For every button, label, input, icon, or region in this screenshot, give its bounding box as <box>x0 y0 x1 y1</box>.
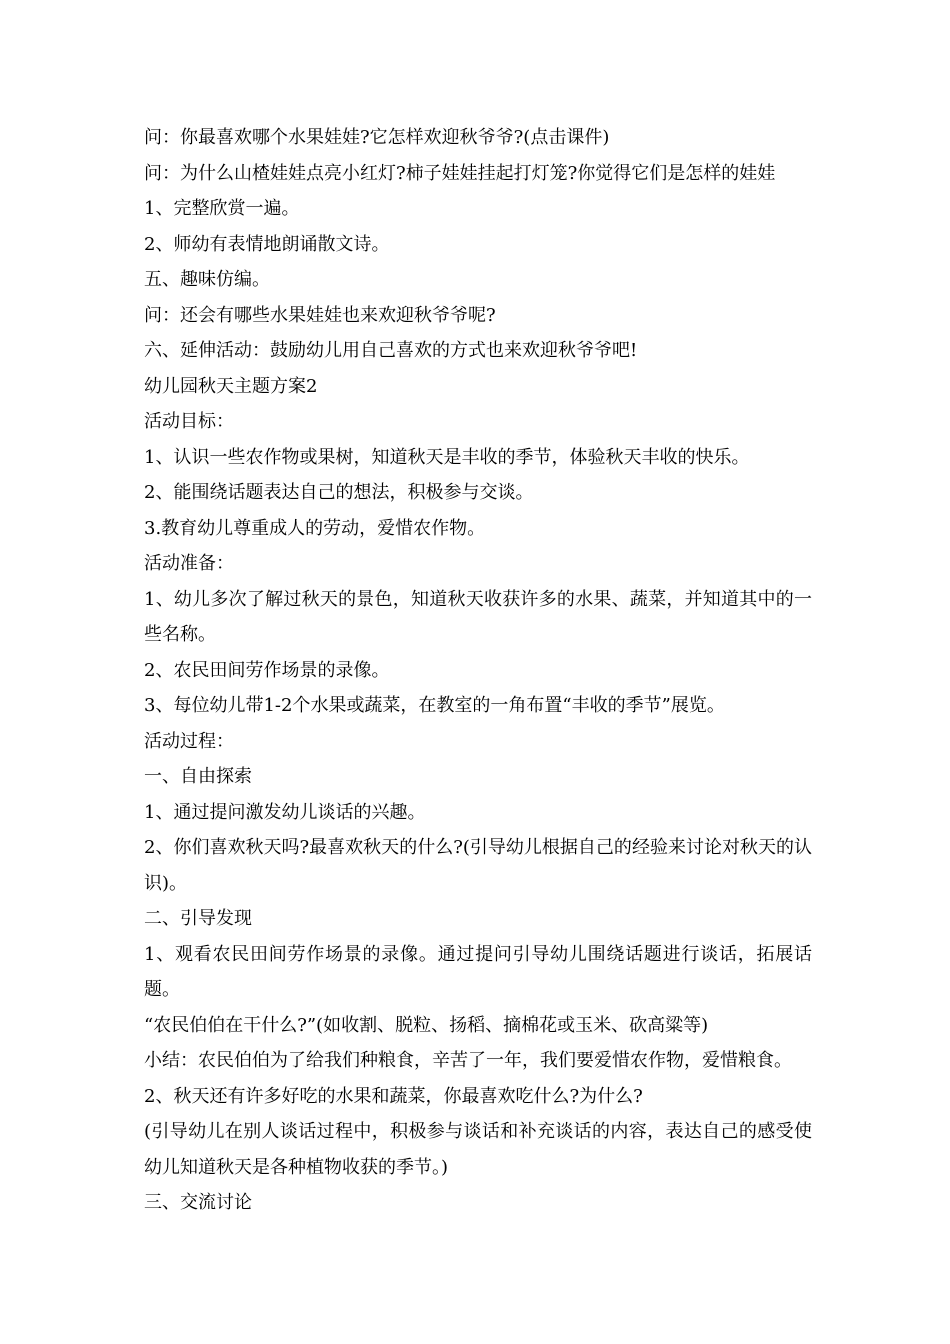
paragraph: 小结：农民伯伯为了给我们种粮食，辛苦了一年，我们要爱惜农作物，爱惜粮食。 <box>144 1050 792 1071</box>
section-heading: 三、交流讨论 <box>144 1192 252 1213</box>
paragraph: 2、你们喜欢秋天吗?最喜欢秋天的什么?(引导幼儿根据自己的经验来讨论对秋天的认识)。 <box>144 837 812 894</box>
paragraph: 1、观看农民田间劳作场景的录像。通过提问引导幼儿围绕话题进行谈话，拓展话题。 <box>144 943 812 1000</box>
paragraph: 1、幼儿多次了解过秋天的景色，知道秋天收获许多的水果、蔬菜，并知道其中的一些名称。 <box>144 588 812 645</box>
section-heading: 五、趣味仿编。 <box>144 269 270 290</box>
paragraph: 2、能围绕话题表达自己的想法，积极参与交谈。 <box>144 482 534 503</box>
paragraph: 3.教育幼儿尊重成人的劳动，爱惜农作物。 <box>144 517 486 539</box>
section-heading: 二、引导发现 <box>144 908 252 929</box>
paragraph: 3、每位幼儿带1-2个水果或蔬菜，在教室的一角布置“丰收的季节”展览。 <box>144 695 725 716</box>
paragraph: 1、认识一些农作物或果树，知道秋天是丰收的季节，体验秋天丰收的快乐。 <box>144 446 750 468</box>
document-body <box>144 120 812 1221</box>
section-heading: 活动过程： <box>144 730 234 752</box>
paragraph: 问：你最喜欢哪个水果娃娃?它怎样欢迎秋爷爷?(点击课件) <box>144 127 610 148</box>
section-heading: 活动准备： <box>144 553 234 574</box>
paragraph: 问：还会有哪些水果娃娃也来欢迎秋爷爷呢? <box>144 304 496 326</box>
paragraph: 问：为什么山楂娃娃点亮小红灯?柿子娃娃挂起打灯笼?你觉得它们是怎样的娃娃 <box>144 162 776 184</box>
section-heading: 六、延伸活动：鼓励幼儿用自己喜欢的方式也来欢迎秋爷爷吧! <box>144 340 638 361</box>
paragraph: “农民伯伯在干什么?”(如收割、脱粒、扬稻、摘棉花或玉米、砍高粱等) <box>144 1014 709 1036</box>
section-heading: 一、自由探索 <box>144 766 252 787</box>
paragraph: 1、通过提问激发幼儿谈话的兴趣。 <box>144 801 426 823</box>
section-heading: 活动目标： <box>144 411 234 432</box>
paragraph: 2、师幼有表情地朗诵散文诗。 <box>144 233 390 255</box>
paragraph: 2、秋天还有许多好吃的水果和蔬菜，你最喜欢吃什么?为什么? <box>144 1085 643 1107</box>
paragraph: 2、农民田间劳作场景的录像。 <box>144 659 390 681</box>
paragraph: (引导幼儿在别人谈话过程中，积极参与谈话和补充谈话的内容，表达自己的感受使幼儿知道秋天是各种植物收获的季节。) <box>144 1121 812 1178</box>
document-title: 幼儿园秋天主题方案2 <box>144 375 318 397</box>
paragraph: 1、完整欣赏一遍。 <box>144 198 300 219</box>
